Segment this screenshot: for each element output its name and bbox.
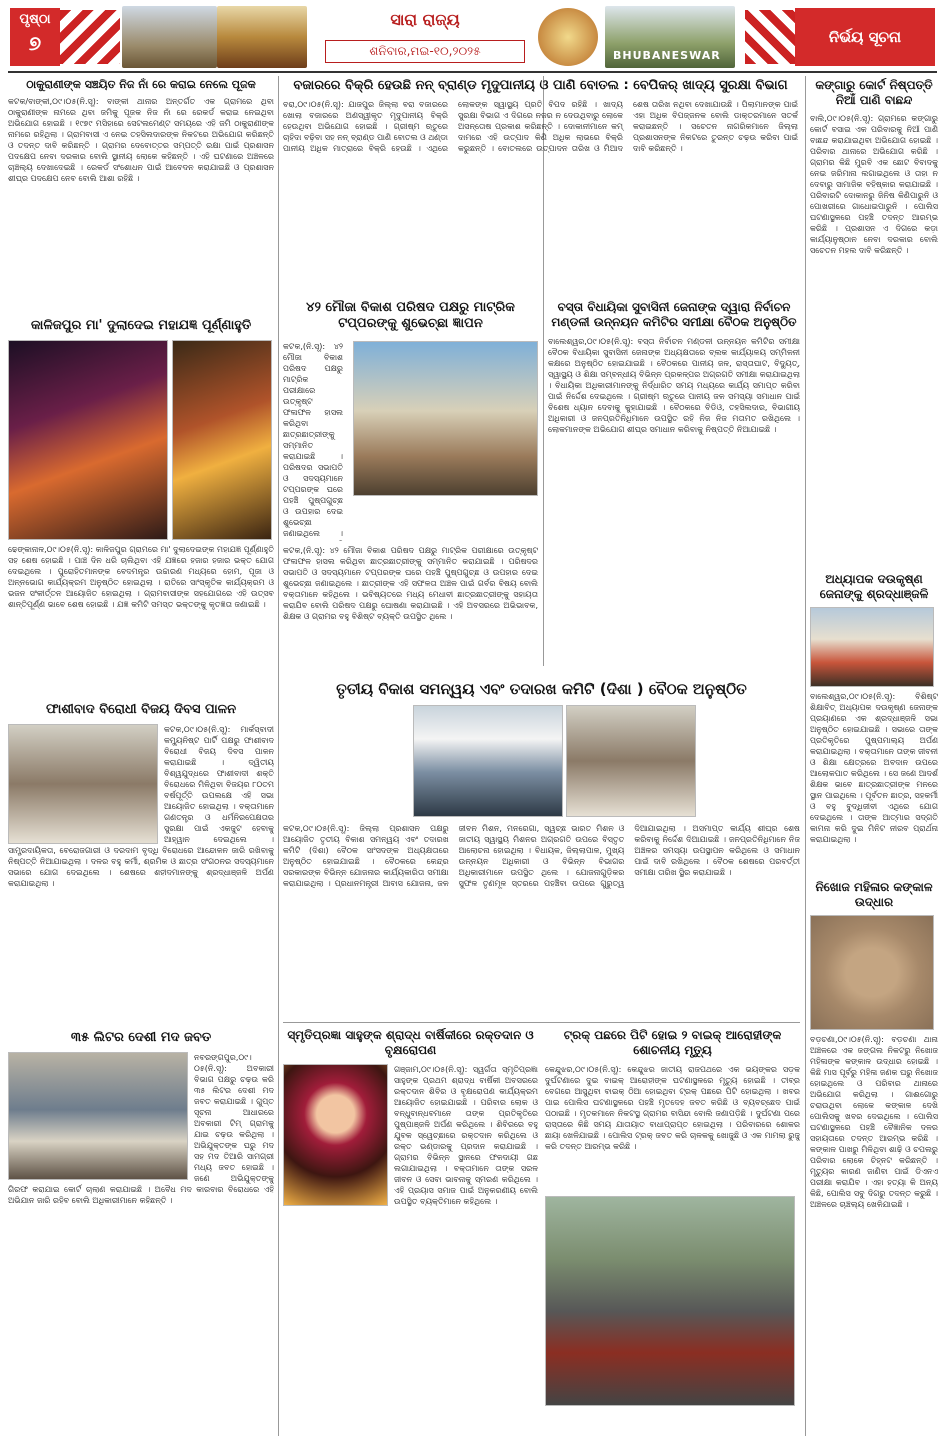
disha-photo-row	[283, 705, 800, 817]
story-body: ଢେଙ୍କାନାଳ,୦୯।୦୫(ନି.ସୂ): କାଳିଜପୁର ଗ୍ରାମରେ ମା' ଦୁଲାଦେଇଙ୍କ ମହାଯଜ୍ଞ ପୂର୍ଣ୍ଣାହୁତି ସହ ଶେଷ ହୋଇଛି । ପାଞ୍ଚ ଦିନ ଧରି ଚାଲିଥିବା ଏହି ଯଜ୍ଞରେ ହଜାର ହଜାର ଭକ୍ତ ଯୋଗ ଦେଇଥିଲେ । ପୁରୋହିତମାନଙ୍କ ବେଦମନ୍ତ୍ର ଉଚ୍ଚାରଣ ମଧ୍ୟରେ ହୋମ, ପୂଜା ଓ ଅନ୍ନଭୋଗ କାର୍ଯ୍ୟକ୍ରମ ଅନୁଷ୍ଠିତ ହୋଇଥିଲା । ରାତିରେ ସାଂସ୍କୃତିକ କାର୍ଯ୍ୟକ୍ରମ ଓ ଭଜନ ସଂକୀର୍ତ୍ତନ ଆୟୋଜିତ ହୋଇଥିଲା । ଗ୍ରାମବାସୀଙ୍କ ସହଯୋଗରେ ଏହି ଉତ୍ସବ ଶାନ୍ତିପୂର୍ଣ୍ଣ ଭାବେ ଶେଷ ହୋଇଛି । ଯଜ୍ଞ କମିଟି ସମସ୍ତ ଭକ୍ତଙ୍କୁ କୃତଜ୍ଞତା ଜଣାଇଛି ।	[8, 545, 274, 610]
photo-tribute	[810, 607, 934, 687]
row-divider	[283, 1022, 800, 1023]
photo-skeleton	[810, 915, 934, 1030]
masthead-photo-food	[538, 8, 598, 66]
story-body: କଟକ/ବାଙ୍କୀ,୦୯।୦୫(ନି.ସୂ): ବାଙ୍କୀ ଥାନାର ଅନ୍ତର୍ଗତ ଏକ ଗ୍ରାମରେ ଥିବା ଠାକୁରାଣୀଙ୍କ ନାମରେ ଥିବା ଜମିକୁ ପୂଜକ ନିଜ ନାଁ ରେ ରେକର୍ଡ କରାଇ ନେଇଥିବା ଅଭିଯୋଗ ହୋଇଛି । ୧୯୭୯ ମସିହାରେ ସେଟଲମେଣ୍ଟ ସମୟରେ ଏହି ଜମି ଠାକୁରାଣୀଙ୍କ ନାମରେ ରହିଥିଲା । ଗ୍ରାମବାସୀ ଏ ନେଇ ତହସିଲଦାରଙ୍କ ନିକଟରେ ଅଭିଯୋଗ କରିଛନ୍ତି ଓ ତଦନ୍ତ ଦାବି କରିଛନ୍ତି । ଗ୍ରାମର ଦେବୋତ୍ତର ସମ୍ପତ୍ତି ରକ୍ଷା ପାଇଁ ପ୍ରଶାସନ ପଦକ୍ଷେପ ନେବା ଦରକାର ବୋଲି ସ୍ଥାନୀୟ ଲୋକେ କହିଛନ୍ତି । ଏହି ଘଟଣାରେ ଅଞ୍ଚଳରେ ଚାଞ୍ଚଲ୍ୟ ଦେଖାଦେଇଛି । ରେକର୍ଡ ସଂଶୋଧନ ପାଇଁ ଆବେଦନ କରାଯାଇଛି ଓ ପ୍ରଶାସନ ଶୀଘ୍ର ପଦକ୍ଷେପ ନେବ ବୋଲି ଆଶା ରହିଛି ।	[8, 96, 274, 183]
photo-accident-scene	[545, 1196, 795, 1406]
story-nikhoj	[810, 880, 938, 1436]
story-bottle	[283, 78, 798, 276]
story-kalijpur	[8, 318, 274, 678]
city-label: BHUBANESWAR	[613, 49, 721, 62]
story-fashibad	[8, 702, 274, 1024]
headline: ତୃତୀୟ ବିକାଶ ସମନ୍ୱୟ ଏବଂ ତଦାରଖ କମିଟି (ଦିଶା ) ବୈଠକ ଅନୁଷ୍ଠିତ	[336, 680, 747, 698]
story-body: ବାଲି,୦୯।୦୫(ନି.ସୂ): ଗ୍ରାମରେ କଙ୍ଗାରୁ କୋର୍ଟ ବସାଇ ଏକ ପରିବାରକୁ ନିଆଁ ପାଣି ବାଛନ୍ଦ କରାଯାଇଥିବା ଅଭିଯୋଗ ହୋଇଛି । ପରିବାର ଥାନାରେ ଅଭିଯୋଗ କରିଛି । ଗ୍ରାମର କିଛି ମୁରବି ଏକ ଛୋଟ ବିବାଦକୁ ନେଇ ଜରିମାନା ଲଗାଇଥିଲେ ଓ ତାହା ନ ଦେବାରୁ ସାମାଜିକ ବହିଷ୍କାର କରାଯାଇଛି । ପରିବାରଟି ଦୋକାନରୁ ଜିନିଷ କିଣିପାରୁନି ଓ ପୋଖରୀରେ ଗାଧୋଇପାରୁନି । ପୋଲିସ ଘଟଣାସ୍ଥଳରେ ପହଞ୍ଚି ତଦନ୍ତ ଆରମ୍ଭ କରିଛି । ପ୍ରଶାସନ ଏ ଦିଗରେ କଡ଼ା କାର୍ଯ୍ୟାନୁଷ୍ଠାନ ନେବା ଦରକାର ବୋଲି ସଚେତନ ମହଲ ଦାବି କରିଛନ୍ତି ।	[810, 114, 938, 255]
headline: ସ୍ମୃତିପ୍ରଜ୍ଞା ସାହୁଙ୍କ ଶ୍ରାଦ୍ଧ ବାର୍ଷିକୀରେ ରକ୍ତଦାନ ଓ ବୃକ୍ଷରୋପଣ	[287, 1028, 534, 1057]
headline: ଟ୍ରକ୍ ପଛରେ ପିଟି ହୋଇ ୨ ବାଇକ୍ ଆରୋହୀଙ୍କ ଶୋଚନୀୟ ମୃତ୍ୟୁ	[563, 1028, 782, 1057]
photo-council-group	[353, 341, 538, 496]
headline: ଫାଶୀବାଦ ବିରୋଧୀ ବିଜୟ ଦିବସ ପାଳନ	[45, 702, 237, 717]
headline: କାଳିଜପୁର ମା' ଦୁଲାଦେଇ ମହାଯଜ୍ଞ ପୂର୍ଣ୍ଣାହୁତି	[30, 318, 252, 333]
headline: ବସ୍ତା ବିଧାୟିକା ସୁବାସିନୀ ଜେନାଙ୍କ ଦ୍ୱାରା ନିର୍ବାଚନ ମଣ୍ଡଳୀ ଉନ୍ନୟନ କମିଟିର ସମୀକ୍ଷା ବୈଠକ ଅନୁଷ୍ଠିତ	[551, 300, 797, 329]
masthead-center	[325, 10, 525, 63]
story-mada	[8, 1030, 274, 1436]
story-matric	[283, 300, 538, 690]
masthead-divider	[8, 71, 937, 73]
story-body: କଟକ,୦୯।୦୫(ନି.ସୂ): ଜିଲ୍ଲା ପ୍ରଶାସନ ପକ୍ଷରୁ ଆୟୋଜିତ ତୃତୀୟ ବିକାଶ ସମନ୍ୱୟ ଏବଂ ତଦାରଖ କମିଟି (ଦିଶା) ବୈଠକ ସାଂସଦଙ୍କ ଅଧ୍ୟକ୍ଷତାରେ ଅନୁଷ୍ଠିତ ହୋଇଯାଇଛି । ବୈଠକରେ କେନ୍ଦ୍ର ସରକାରଙ୍କ ବିଭିନ୍ନ ଯୋଜନାର କାର୍ଯ୍ୟକାରିତା ସମୀକ୍ଷା କରାଯାଇଥିଲା । ପ୍ରଧାନମନ୍ତ୍ରୀ ଆବାସ ଯୋଜନା, ଜଳ ଜୀବନ ମିଶନ, ମନରେଗା, ସ୍ୱଚ୍ଛ ଭାରତ ମିଶନ ଓ ଜାତୀୟ ସ୍ୱାସ୍ଥ୍ୟ ମିଶନର ଅଗ୍ରଗତି ଉପରେ ବିସ୍ତୃତ ଆଲୋଚନା ହୋଇଥିଲା । ବିଧାୟକ, ଜିଲ୍ଲାପାଳ, ମୁଖ୍ୟ ଉନ୍ନୟନ ଅଧିକାରୀ ଓ ବିଭିନ୍ନ ବିଭାଗର ଅଧିକାରୀମାନେ ଉପସ୍ଥିତ ଥିଲେ । ଯୋଜନାଗୁଡ଼ିକର ସୁଫଳ ତୃଣମୂଳ ସ୍ତରରେ ପହଞ୍ଚିବା ଉପରେ ଗୁରୁତ୍ୱ ଦିଆଯାଇଥିଲା । ଅସମାପ୍ତ କାର୍ଯ୍ୟ ଶୀଘ୍ର ଶେଷ କରିବାକୁ ନିର୍ଦ୍ଦେଶ ଦିଆଯାଇଛି । ଜନପ୍ରତିନିଧିମାନେ ନିଜ ଅଞ୍ଚଳର ସମସ୍ୟା ଉପସ୍ଥାପନ କରିଥିଲେ ଓ ସମାଧାନ ପାଇଁ ଦାବି ରଖିଥିଲେ । ବୈଠକ ଶେଷରେ ପରବର୍ତ୍ତୀ ସମୀକ୍ଷା ତାରିଖ ସ୍ଥିର କରାଯାଇଛି ।	[283, 823, 800, 888]
masthead-stripes-right	[745, 10, 795, 64]
story-shraddhanjali	[810, 572, 938, 872]
story-kangaru	[810, 78, 938, 564]
column-divider	[805, 76, 806, 1436]
story-body: କଟକ,(ନି.ସୂ): ୪୨ ମୌଜା ବିକାଶ ପରିଷଦ ପକ୍ଷରୁ ମାଟ୍ରିକ ପରୀକ୍ଷାରେ ଉତ୍କୃଷ୍ଟ ଫଳାଫଳ ହାସଲ କରିଥିବା ଛାତ୍ରଛାତ୍ରୀଙ୍କୁ ସମ୍ମାନିତ କରାଯାଇଛି । ପରିଷଦର ସଭାପତି ଓ ସଦସ୍ୟମାନେ ଟପ୍ପରଙ୍କ ଘରେ ପହଞ୍ଚି ପୁଷ୍ପଗୁଚ୍ଛ ଓ ଉପହାର ଦେଇ ଶୁଭେଚ୍ଛା ଜଣାଇଥିଲେ । ଛାତ୍ରୀଙ୍କ ଏହି ସଫଳତା ଅଞ୍ଚଳ ପାଇଁ ଗର୍ବର ବିଷୟ ବୋଲି ବକ୍ତାମାନେ କହିଥିଲେ । ଭବିଷ୍ୟତରେ ମଧ୍ୟ ମେଧାବୀ ଛାତ୍ରଛାତ୍ରୀଙ୍କୁ ସହାୟତା କରାଯିବ ବୋଲି ପରିଷଦ ପକ୍ଷରୁ ଘୋଷଣା କରାଯାଇଛି । ଏହି ଅବସରରେ ଅଭିଭାବକ, ଶିକ୍ଷକ ଓ ଗ୍ରାମର ବହୁ ବିଶିଷ୍ଟ ବ୍ୟକ୍ତି ଉପସ୍ଥିତ ଥିଲେ ।	[283, 545, 538, 621]
masthead-stripes-left	[60, 10, 120, 64]
headline: ଠାକୁରାଣୀଙ୍କ ସଞ୍ଚୟିତ ନିଜ ନାଁ ରେ କରାଇ ନେଲେ ପୂଜକ	[26, 78, 256, 91]
column-divider	[278, 76, 279, 1436]
story-mandali	[548, 300, 800, 660]
headline: ନିଖୋଜ ମହିଳାର କଙ୍କାଳ ଉଦ୍ଧାର	[815, 880, 933, 909]
story-smrutiprajna	[283, 1028, 538, 1436]
masthead-photo-city	[605, 6, 735, 68]
page-label-number: ୭	[28, 31, 42, 55]
story-body: କଟକ,୦୯।୦୫(ନି.ସୂ): ମାର୍କସ୍ବାଦୀ କମ୍ୟୁନିଷ୍ଟ ପାର୍ଟି ପକ୍ଷରୁ ଫାଶୀବାଦ ବିରୋଧୀ ବିଜୟ ଦିବସ ପାଳନ କରାଯାଇଛି । ଦ୍ୱିତୀୟ ବିଶ୍ୱଯୁଦ୍ଧରେ ଫାଶୀବାଦୀ ଶକ୍ତି ବିରୋଧରେ ମିଳିଥିବା ବିଜୟର ୮୦ତମ ବର୍ଷପୂର୍ତ୍ତି ଉପଲକ୍ଷେ ଏହି ସଭା ଆୟୋଜିତ ହୋଇଥିଲା । ବକ୍ତାମାନେ ଗଣତନ୍ତ୍ର ଓ ଧର୍ମନିରପେକ୍ଷତାର ସୁରକ୍ଷା ପାଇଁ ଏକଜୁଟ ହେବାକୁ ଆହ୍ୱାନ ଦେଇଥିଲେ । ସାମ୍ପ୍ରଦାୟିକତା, ବେରୋଜଗାରୀ ଓ ଦରଦାମ ବୃଦ୍ଧି ବିରୋଧରେ ଆନ୍ଦୋଳନ ଜାରି ରଖିବାକୁ ନିଷ୍ପତ୍ତି ନିଆଯାଇଥିଲା । ଦଳର ବହୁ କର୍ମୀ, ଶ୍ରମିକ ଓ ଛାତ୍ର ସଂଗଠନର ସଦସ୍ୟମାନେ ସଭାରେ ଯୋଗ ଦେଇଥିଲେ । ଶେଷରେ ଶହୀଦମାନଙ୍କୁ ଶ୍ରଦ୍ଧାଞ୍ଜଳି ଅର୍ପଣ କରାଯାଇଥିଲା ।	[8, 725, 274, 889]
story-disha	[283, 680, 800, 1020]
story-thakurani	[8, 78, 274, 300]
issue-date: ଶନିବାର,ମଇ-୧୦,୨୦୨୫	[325, 40, 525, 63]
photo-meeting-hall	[413, 705, 563, 817]
story-body-lead: କଟକ,(ନି.ସୂ): ୪୨ ମୌଜା ବିକାଶ ପରିଷଦ ପକ୍ଷରୁ ମାଟ୍ରିକ ପରୀକ୍ଷାରେ ଉତ୍କୃଷ୍ଟ ଫଳାଫଳ ହାସଲ କରିଥିବା ଛାତ୍ରଛାତ୍ରୀଙ୍କୁ ସମ୍ମାନିତ କରାଯାଇଛି । ପରିଷଦର ସଭାପତି ଓ ସଦସ୍ୟମାନେ ଟପ୍ପରଙ୍କ ଘରେ ପହଞ୍ଚି ପୁଷ୍ପଗୁଚ୍ଛ ଓ ଉପହାର ଦେଇ ଶୁଭେଚ୍ଛା ଜଣାଇଥିଲେ ।	[283, 341, 343, 538]
story-body: ବରା,୦୯।୦୫(ନି.ସୂ): ଯାଜପୁର ଜିଲ୍ଲା ବରା ବଜାରରେ ଖୋଲା ବଜାରରେ ଅଣସ୍ୱୀକୃତ ମୃଦୁପାନୀୟ ବିକ୍ରି ହେଉଥିବା ଅଭିଯୋଗ ହୋଇଛି । ଗ୍ରୀଷ୍ମ ଋତୁରେ ଚାହିଦା ବଢ଼ିବା ସହ ନନ୍ ବ୍ରାଣ୍ଡ ପାଣି ବୋତଲ ଓ ଥଣ୍ଡା ପାନୀୟ ଅଧିକ ମାତ୍ରାରେ ବିକ୍ରି ହେଉଛି । ଏଥିରେ ଲୋକଙ୍କ ସ୍ୱାସ୍ଥ୍ୟ ପ୍ରତି ବିପଦ ରହିଛି । ଖାଦ୍ୟ ସୁରକ୍ଷା ବିଭାଗ ଏ ଦିଗରେ ନଜର ନ ଦେଉଥିବାରୁ ଲୋକେ ଅସନ୍ତୋଷ ପ୍ରକାଶ କରିଛନ୍ତି । ଦୋକାନୀମାନେ କମ୍ ଦାମରେ ଏହି ଉତ୍ପାଦ କିଣି ଅଧିକ ଲାଭରେ ବିକ୍ରି କରୁଛନ୍ତି । ବୋତଲରେ ଉତ୍ପାଦନ ତାରିଖ ଓ ମିଆଦ ଶେଷ ତାରିଖ ନଥିବା ଦେଖାଯାଉଛି । ପିଲାମାନଙ୍କ ପାଇଁ ଏହା ଅଧିକ ବିପଜ୍ଜନକ ବୋଲି ଡାକ୍ତରମାନେ ସତର୍କ କରାଇଛନ୍ତି । ସଚେତନ ନାଗରିକମାନେ ଜିଲ୍ଲା ପ୍ରଶାସନଙ୍କ ନିକଟରେ ତୁରନ୍ତ ଚଢ଼ଉ କରିବା ପାଇଁ ଦାବି କରିଛନ୍ତି ।	[283, 100, 798, 154]
brand-name: ନିର୍ଭୟ ସୂଚନା	[795, 8, 935, 66]
photo-temple-decoration	[8, 340, 168, 540]
story-body: ବାଲେଶ୍ୱର,୦୯।୦୫(ନି.ସୂ): ବସ୍ତା ନିର୍ବାଚନ ମଣ୍ଡଳୀ ଉନ୍ନୟନ କମିଟିର ସମୀକ୍ଷା ବୈଠକ ବିଧାୟିକା ସୁବାସିନୀ ଜେନାଙ୍କ ଅଧ୍ୟକ୍ଷତାରେ ବ୍ଲକ କାର୍ଯ୍ୟାଳୟ ସମ୍ମିଳନୀ କକ୍ଷରେ ଅନୁଷ୍ଠିତ ହୋଇଯାଇଛି । ବୈଠକରେ ପାନୀୟ ଜଳ, ରାସ୍ତାଘାଟ, ବିଦ୍ୟୁତ୍, ସ୍ୱାସ୍ଥ୍ୟ ଓ ଶିକ୍ଷା ସମ୍ବନ୍ଧୀୟ ବିଭିନ୍ନ ପ୍ରକଳ୍ପର ଅଗ୍ରଗତି ସମୀକ୍ଷା କରାଯାଇଥିଲା । ବିଧାୟିକା ଅଧିକାରୀମାନଙ୍କୁ ନିର୍ଦ୍ଧାରିତ ସମୟ ମଧ୍ୟରେ କାର୍ଯ୍ୟ ସମାପ୍ତ କରିବା ପାଇଁ ନିର୍ଦ୍ଦେଶ ଦେଇଥିଲେ । ଗ୍ରୀଷ୍ମ ଋତୁରେ ପାନୀୟ ଜଳ ସମସ୍ୟା ସମାଧାନ ପାଇଁ ବିଶେଷ ଧ୍ୟାନ ଦେବାକୁ କୁହାଯାଇଛି । ବୈଠକରେ ବିଡିଓ, ତହସିଲଦାର, ବିଭାଗୀୟ ଅଧିକାରୀ ଓ ଜନପ୍ରତିନିଧିମାନେ ଉପସ୍ଥିତ ରହି ନିଜ ନିଜ ମତାମତ ରଖିଥିଲେ । ଲୋକମାନଙ୍କ ଅଭିଯୋଗ ଶୀଘ୍ର ସମାଧାନ କରିବାକୁ ନିଷ୍ପତ୍ତି ନିଆଯାଇଛି ।	[548, 337, 800, 434]
page-label-word: ପୃଷ୍ଠା	[19, 12, 51, 27]
photo-yajna-ritual	[172, 340, 272, 540]
masthead-photo-cattle	[122, 6, 217, 68]
story-body: ବଡ଼ଚଣା,୦୯।୦୫(ନି.ସୂ): ବଡ଼ଚଣା ଥାନା ଅଞ୍ଚଳରେ ଏକ ଜଙ୍ଗଲ ନିକଟରୁ ନିଖୋଜ ମହିଳାଙ୍କ କଙ୍କାଳ ଉଦ୍ଧାର ହୋଇଛି । କିଛି ମାସ ପୂର୍ବରୁ ମହିଳା ଜଣକ ଘରୁ ନିଖୋଜ ହୋଇଥିଲେ ଓ ପରିବାର ଥାନାରେ ଅଭିଯୋଗ କରିଥିଲା । ଗାଈଗୋରୁ ଚରାଉଥିବା ଲୋକେ କଙ୍କାଳ ଦେଖି ପୋଲିସକୁ ଖବର ଦେଇଥିଲେ । ପୋଲିସ ଘଟଣାସ୍ଥଳରେ ପହଞ୍ଚି ବୈଜ୍ଞାନିକ ଦଳର ସହାୟତାରେ ତଦନ୍ତ ଆରମ୍ଭ କରିଛି । କଙ୍କାଳ ପାଖରୁ ମିଳିଥିବା ଶାଢ଼ି ଓ ଚପଲରୁ ପରିବାର ଲୋକେ ଚିହ୍ନଟ କରିଛନ୍ତି । ମୃତ୍ୟୁର କାରଣ ଜାଣିବା ପାଇଁ ଡିଏନଏ ପରୀକ୍ଷା କରାଯିବ । ଏହା ହତ୍ୟା କି ଅନ୍ୟ କିଛି, ପୋଲିସ ସବୁ ଦିଗରୁ ତଦନ୍ତ କରୁଛି । ଅଞ୍ଚଳରେ ଚାଞ୍ଚଲ୍ୟ ଖେଳିଯାଇଛି ।	[810, 1035, 938, 1209]
section-title: ସାରା ରାଜ୍ୟ	[390, 10, 460, 29]
story-truck	[545, 1028, 800, 1436]
masthead-photo-temple-deities	[217, 6, 307, 68]
story-body: କେନ୍ଦୁଝର,୦୯।୦୫(ନି.ସୂ): କେନ୍ଦୁଝର ଜାତୀୟ ରାଜପଥରେ ଏକ ଭୟଙ୍କର ସଡ଼କ ଦୁର୍ଘଟଣାରେ ଦୁଇ ବାଇକ୍ ଆରୋହୀଙ୍କ ଘଟଣାସ୍ଥଳରେ ମୃତ୍ୟୁ ହୋଇଛି । ତୀବ୍ର ବେଗରେ ଆସୁଥିବା ବାଇକ୍ ଠିଆ ହୋଇଥିବା ଟ୍ରକ୍ ପଛରେ ପିଟି ହୋଇଥିଲା । ଖବର ପାଇ ପୋଲିସ ଘଟଣାସ୍ଥଳରେ ପହଞ୍ଚି ମୃତଦେହ ଜବତ କରିଛି ଓ ବ୍ୟବଚ୍ଛେଦ ପାଇଁ ପଠାଇଛି । ମୃତକମାନେ ନିକଟସ୍ଥ ଗ୍ରାମର ବାସିନ୍ଦା ବୋଲି ଜଣାପଡ଼ିଛି । ଦୁର୍ଘଟଣା ପରେ ରାସ୍ତାରେ କିଛି ସମୟ ଯାତାୟାତ ବାଧାପ୍ରାପ୍ତ ହୋଇଥିଲା । ପରିବାରରେ ଶୋକର ଛାୟା ଖେଳିଯାଇଛି । ପୋଲିସ ଟ୍ରକ୍ ଜବତ କରି ଚାଳକକୁ ଖୋଜୁଛି ଓ ଏକ ମାମଲା ରୁଜୁ କରି ତଦନ୍ତ ଆରମ୍ଭ କରିଛି ।	[545, 1065, 800, 1151]
headline: କଙ୍ଗାରୁ କୋର୍ଟ ନିଷ୍ପତ୍ତି ନିଆଁ ପାଣି ବାଛନ୍ଦ	[815, 78, 933, 107]
photo-liquor-seizure	[8, 1052, 188, 1180]
story-body: ଗଞ୍ଜାମ,୦୯।୦୫(ନି.ସୂ): ସ୍ୱର୍ଗତା ସ୍ମୃତିପ୍ରଜ୍ଞା ସାହୁଙ୍କ ପ୍ରଥମ ଶ୍ରାଦ୍ଧ ବାର୍ଷିକୀ ଅବସରରେ ରକ୍ତଦାନ ଶିବିର ଓ ବୃକ୍ଷରୋପଣ କାର୍ଯ୍ୟକ୍ରମ ଆୟୋଜିତ ହୋଇଯାଇଛି । ପରିବାର ଲୋକ ଓ ବନ୍ଧୁବାନ୍ଧବମାନେ ତାଙ୍କ ପ୍ରତିକୃତିରେ ପୁଷ୍ପାଞ୍ଜଳି ଅର୍ପଣ କରିଥିଲେ । ଶିବିରରେ ବହୁ ଯୁବକ ସ୍ୱେଚ୍ଛାରେ ରକ୍ତଦାନ କରିଥିଲେ ଓ ରକ୍ତ ଭଣ୍ଡାରକୁ ପ୍ରଦାନ କରାଯାଇଛି । ଗ୍ରାମର ବିଭିନ୍ନ ସ୍ଥାନରେ ଫଳଦାୟୀ ଗଛ ଲଗାଯାଇଥିଲା । ବକ୍ତାମାନେ ତାଙ୍କ ସରଳ ଜୀବନ ଓ ସେବା ଭାବନାକୁ ସ୍ମରଣ କରିଥିଲେ । ଏହି ପ୍ରୟାସ ସମାଜ ପାଇଁ ଅନୁକରଣୀୟ ବୋଲି ଉପସ୍ଥିତ ବ୍ୟକ୍ତିମାନେ କହିଥିଲେ ।	[394, 1065, 538, 1206]
page-number-badge	[10, 8, 60, 66]
headline: ୩୫ ଲିଟର ଦେଶୀ ମଦ ଜବତ	[70, 1030, 212, 1045]
photo-meeting	[8, 724, 158, 844]
story-body: ବାଲେଶ୍ୱର,୦୯।୦୫(ନି.ସୂ): ବିଶିଷ୍ଟ ଶିକ୍ଷାବିତ୍ ଅଧ୍ୟାପକ ଦଉକୃଷ୍ଣ ଜେନାଙ୍କ ପ୍ରୟାଣରେ ଏକ ଶ୍ରଦ୍ଧାଞ୍ଜଳି ସଭା ଅନୁଷ୍ଠିତ ହୋଇଯାଇଛି । ସଭାରେ ତାଙ୍କ ପ୍ରତିକୃତିରେ ପୁଷ୍ପମାଲ୍ୟ ଅର୍ପଣ କରାଯାଇଥିଲା । ବକ୍ତାମାନେ ତାଙ୍କ ଜୀବନୀ ଓ ଶିକ୍ଷା କ୍ଷେତ୍ରରେ ଅବଦାନ ଉପରେ ଆଲୋକପାତ କରିଥିଲେ । ସେ ଜଣେ ଆଦର୍ଶ ଶିକ୍ଷକ ଭାବେ ଛାତ୍ରଛାତ୍ରୀଙ୍କ ମନରେ ସ୍ଥାନ ପାଇଥିଲେ । ପୂର୍ବତନ ଛାତ୍ର, ସହକର୍ମୀ ଓ ବହୁ ବୁଦ୍ଧିଜୀବୀ ଏଥିରେ ଯୋଗ ଦେଇଥିଲେ । ତାଙ୍କ ଆତ୍ମାର ସଦ୍ଗତି କାମନା କରି ଦୁଇ ମିନିଟ ନୀରବ ପ୍ରାର୍ଥନା କରାଯାଇଥିଲା ।	[810, 692, 938, 844]
masthead	[0, 0, 945, 72]
headline: ବଜାରରେ ବିକ୍ରି ହେଉଛି ନନ୍ ବ୍ରାଣ୍ଡ ମୃଦୁପାନୀୟ ଓ ପାଣି ବୋତଲ : ବେପିକର୍ ଖାଦ୍ୟ ସୁରକ୍ଷା ବିଭାଗ	[293, 78, 788, 93]
photo-portrait-memorial	[283, 1064, 388, 1206]
photo-officials	[566, 705, 696, 817]
headline: ୪୨ ମୌଜା ବିକାଶ ପରିଷଦ ପକ୍ଷରୁ ମାଟ୍ରିକ ଟପ୍ପରଙ୍କୁ ଶୁଭେଚ୍ଛା ଜ୍ଞାପନ	[306, 300, 515, 332]
story-body: ନବରଙ୍ଗପୁର,୦୯।୦୫(ନି.ସୂ): ଅବକାରୀ ବିଭାଗ ପକ୍ଷରୁ ଚଢ଼ଉ କରି ୩୫ ଲିଟର ଦେଶୀ ମଦ ଜବତ କରାଯାଇଛି । ଗୁପ୍ତ ସୂଚନା ଆଧାରରେ ଅବକାରୀ ଟିମ୍ ଗ୍ରାମକୁ ଯାଇ ଚଢ଼ଉ କରିଥିଲା । ଅଭିଯୁକ୍ତଙ୍କ ଘରୁ ମଦ ସହ ମଦ ତିଆରି ସାମଗ୍ରୀ ମଧ୍ୟ ଜବତ ହୋଇଛି । ଜଣେ ଅଭିଯୁକ୍ତଙ୍କୁ ଗିରଫ କରାଯାଇ କୋର୍ଟ ଚାଲାଣ କରାଯାଇଛି । ଅବୈଧ ମଦ କାରବାର ବିରୋଧରେ ଏହି ଅଭିଯାନ ଜାରି ରହିବ ବୋଲି ଅଧିକାରୀମାନେ କହିଛନ୍ତି ।	[8, 1053, 274, 1206]
headline: ଅଧ୍ୟାପକ ଦଉକୃଷ୍ଣ ଜେନାଙ୍କୁ ଶ୍ରଦ୍ଧାଞ୍ଜଳି	[819, 572, 929, 601]
